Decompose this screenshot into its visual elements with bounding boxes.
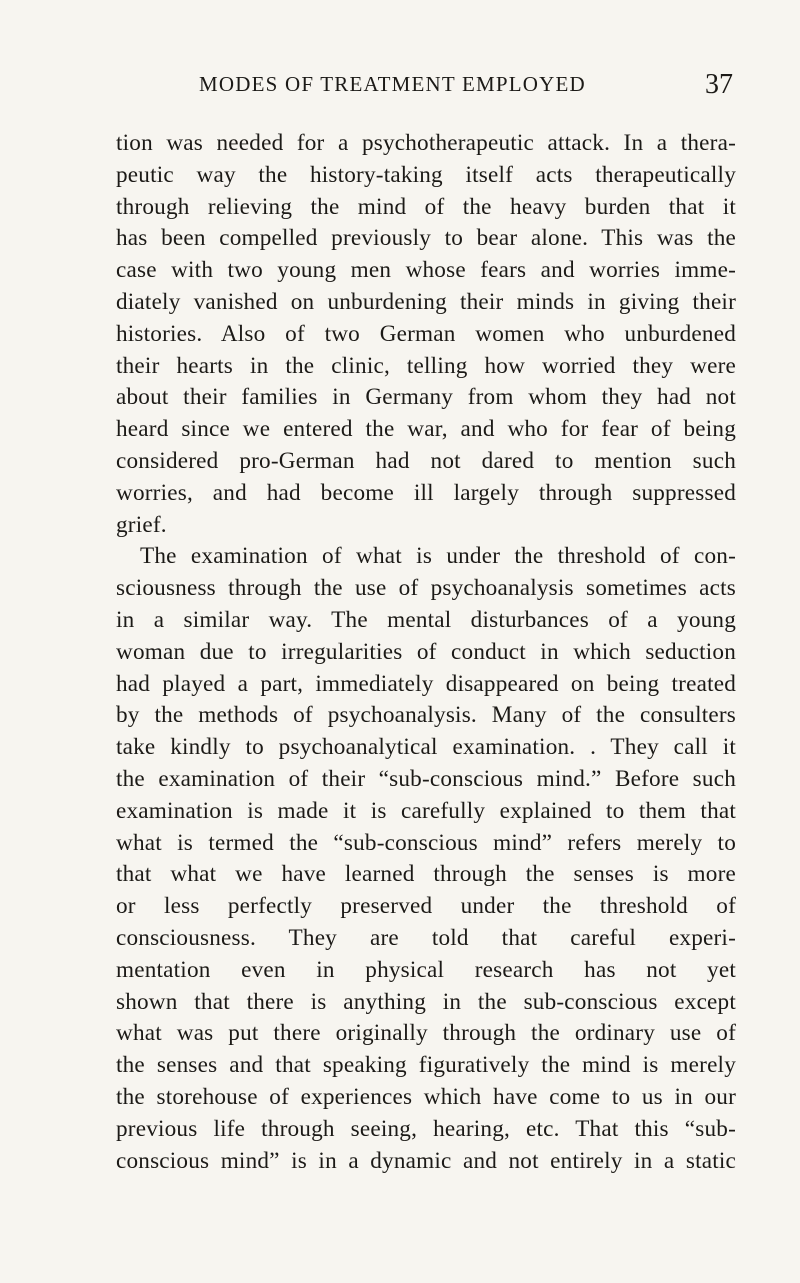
text-line: what is termed the “sub-conscious mind” refers merely to: [116, 829, 736, 856]
text-line: had played a part, immediately disappeared on being treated: [116, 670, 736, 697]
text-line: mentation even in physical research has not yet: [116, 956, 736, 983]
text-line: histories. Also of two German women who unburdened: [116, 320, 736, 347]
text-line: worries, and had become ill largely through suppressed: [116, 479, 736, 506]
text-line: about their families in Germany from whom they had not: [116, 384, 736, 411]
text-line: or less perfectly preserved under the threshold of: [116, 893, 736, 920]
text-line: case with two young men whose fears and worries imme-: [116, 257, 736, 284]
text-line: take kindly to psychoanalytical examination. . They call it: [116, 734, 736, 761]
text-line: in a similar way. The mental disturbances of a young: [116, 606, 736, 633]
text-line: examination is made it is carefully explained to them that: [116, 797, 736, 824]
text-line: what was put there originally through the ordinary use of: [116, 1020, 736, 1047]
text-line: consciousness. They are told that careful experi-: [116, 924, 736, 951]
text-line: woman due to irregularities of conduct in which seduction: [116, 638, 736, 665]
text-line: that what we have learned through the senses is more: [116, 861, 736, 888]
text-line: through relieving the mind of the heavy burden that it: [116, 193, 736, 220]
text-line: their hearts in the clinic, telling how worried they were: [116, 352, 736, 379]
text-line: peutic way the history-taking itself acts therapeutically: [116, 161, 736, 188]
text-line: grief.: [116, 511, 167, 538]
text-line: has been compelled previously to bear alone. This was the: [116, 225, 736, 252]
text-line: the examination of their “sub-conscious mind.” Before such: [116, 765, 736, 792]
text-line: diately vanished on unburdening their minds in giving their: [116, 288, 736, 315]
text-line: heard since we entered the war, and who for fear of being: [116, 416, 736, 443]
text-line: The examination of what is under the threshold of con-: [140, 543, 736, 570]
text-line: by the methods of psychoanalysis. Many of the consulters: [116, 702, 736, 729]
body-text: [116, 128, 736, 1177]
text-line: sciousness through the use of psychoanalysis sometimes acts: [116, 575, 736, 602]
text-line: considered pro-German had not dared to mention such: [116, 447, 736, 474]
text-line: the senses and that speaking figuratively the mind is merely: [116, 1052, 736, 1079]
text-line: previous life through seeing, hearing, etc. That this “sub-: [116, 1115, 736, 1142]
text-line: conscious mind” is in a dynamic and not entirely in a static: [116, 1147, 736, 1174]
page-header: [0, 69, 800, 112]
running-head: MODES OF TREATMENT EMPLOYED: [199, 72, 586, 96]
page-number: 37: [705, 69, 733, 100]
text-line: shown that there is anything in the sub-conscious except: [116, 988, 736, 1015]
text-line: tion was needed for a psychotherapeutic attack. In a thera-: [116, 130, 736, 156]
text-line: the storehouse of experiences which have come to us in our: [116, 1083, 736, 1110]
